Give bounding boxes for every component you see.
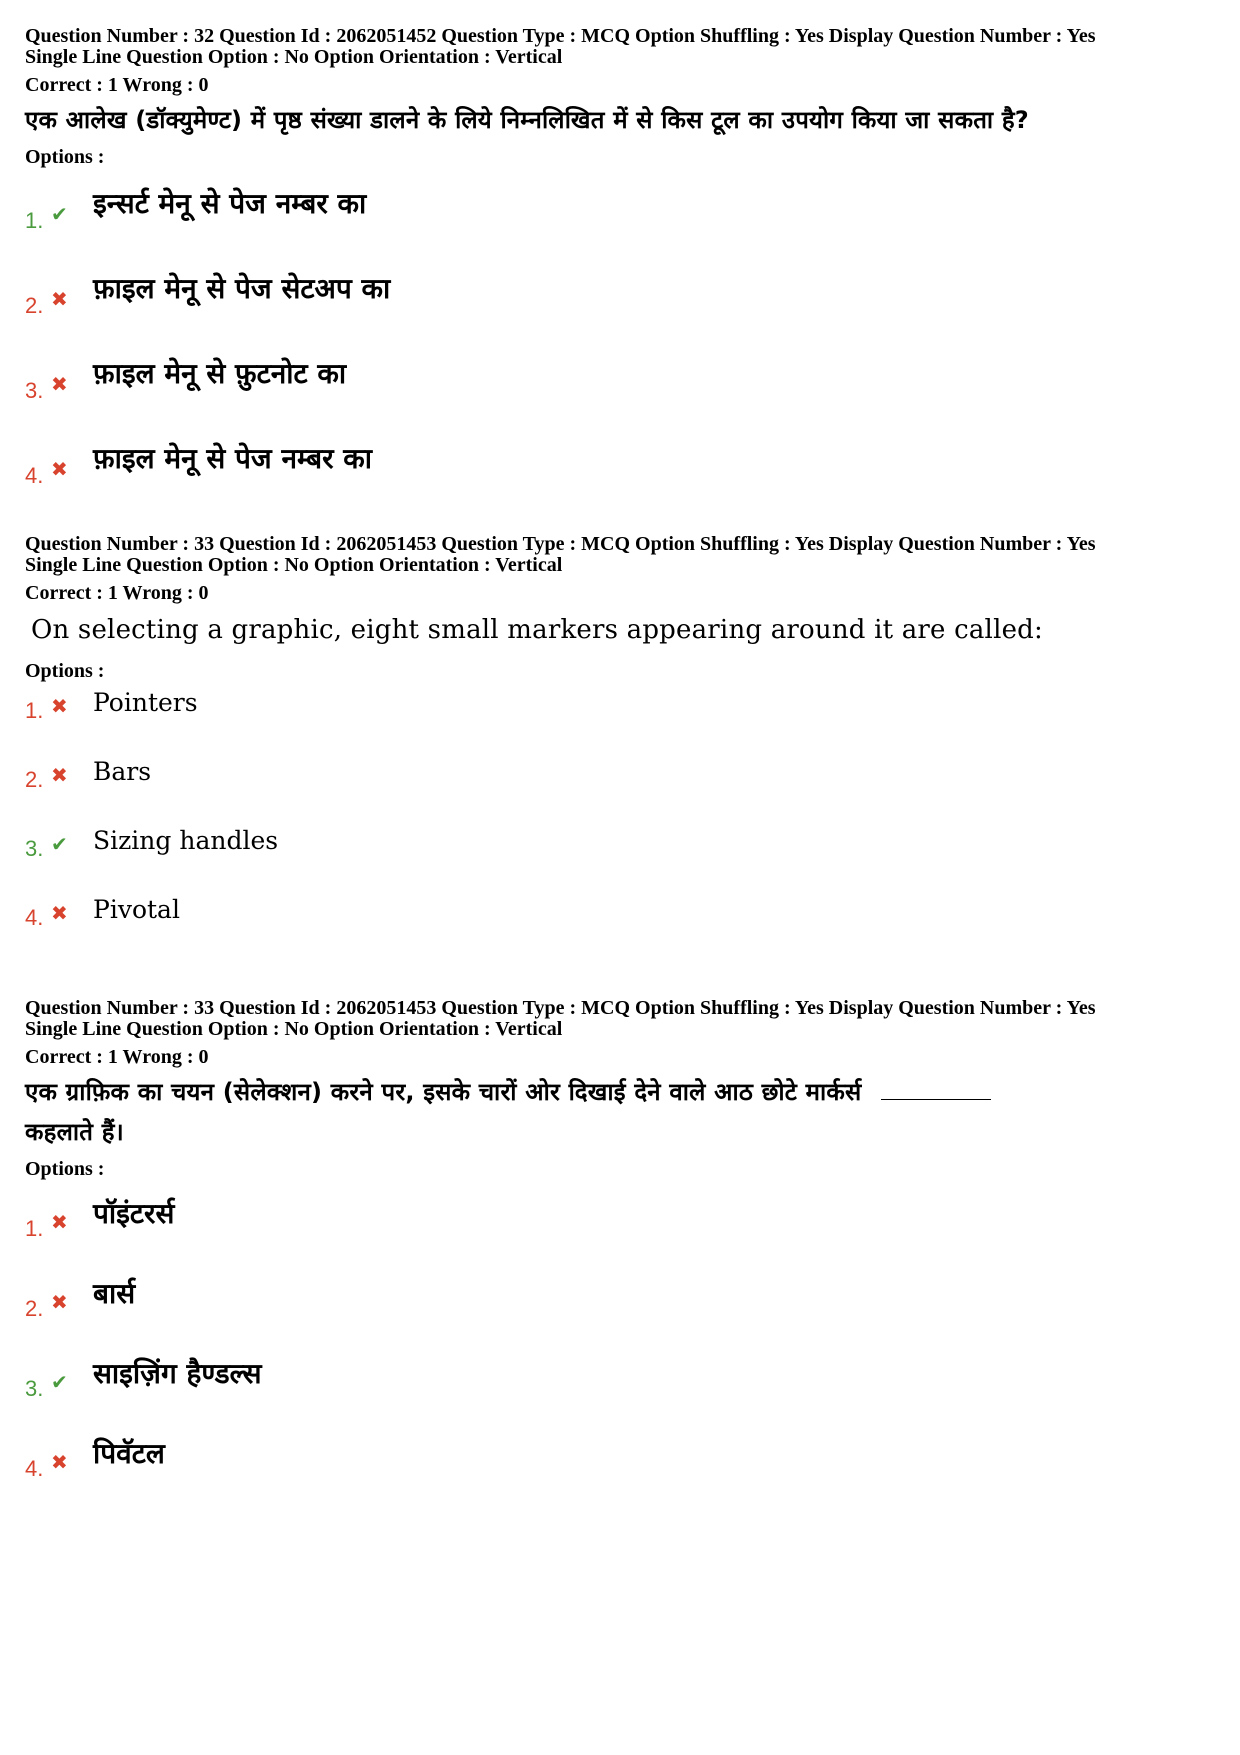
option-number: 1.	[25, 698, 44, 723]
answer-blank	[881, 1071, 991, 1100]
option-number: 2.	[25, 1296, 44, 1321]
marking-scheme: Correct : 1 Wrong : 0	[25, 582, 209, 604]
option-4	[25, 1434, 1225, 1514]
option-text: फ़ाइल मेनू से पेज नम्बर का	[93, 442, 373, 475]
cross-icon: ✖	[51, 694, 68, 718]
options-list	[25, 688, 1225, 964]
option-number: 1.	[25, 208, 44, 233]
question-text	[25, 1070, 1225, 1114]
options-list	[25, 1194, 1225, 1514]
option-3	[25, 826, 1225, 895]
check-icon: ✔	[51, 202, 68, 226]
question-text: On selecting a graphic, eight small markers appearing around it are called:	[31, 615, 1043, 645]
options-label: Options :	[25, 1158, 105, 1180]
cross-icon: ✖	[51, 372, 68, 396]
cross-icon: ✖	[51, 287, 68, 311]
option-text: फ़ाइल मेनू से फ़ुटनोट का	[93, 357, 347, 390]
option-text: पॉइंटरर्स	[93, 1197, 175, 1230]
option-text: Pointers	[93, 688, 198, 717]
option-text: Pivotal	[93, 895, 180, 924]
option-number: 4.	[25, 463, 44, 488]
check-icon: ✔	[51, 1370, 68, 1394]
option-number: 3.	[25, 1376, 44, 1401]
cross-icon: ✖	[51, 901, 68, 925]
option-number: 3.	[25, 836, 44, 861]
option-2	[25, 269, 1225, 354]
question-meta-line2: Single Line Question Option : No Option Orientation : Vertical	[25, 46, 563, 68]
option-number: 4.	[25, 905, 44, 930]
question-text-line1: एक ग्राफ़िक का चयन (सेलेक्शन) करने पर, इसके चारों ओर दिखाई देने वाले आठ छोटे मार्कर्स	[25, 1078, 862, 1106]
option-2	[25, 757, 1225, 826]
question-meta-line2: Single Line Question Option : No Option Orientation : Vertical	[25, 1018, 563, 1040]
question-text-line2: कहलाते हैं।	[25, 1118, 124, 1146]
option-text: बार्स	[93, 1277, 136, 1310]
cross-icon: ✖	[51, 1290, 68, 1314]
option-1	[25, 184, 1225, 269]
cross-icon: ✖	[51, 1450, 68, 1474]
options-list	[25, 184, 1225, 524]
question-33-hindi	[25, 998, 1225, 1514]
option-text: Sizing handles	[93, 826, 279, 855]
cross-icon: ✖	[51, 1210, 68, 1234]
document-page	[25, 26, 1225, 1514]
question-text: एक आलेख (डॉक्युमेण्ट) में पृष्ठ संख्या डालने के लिये निम्नलिखित में से किस टूल का उपयोग किया जा सकता है?	[25, 106, 1029, 134]
option-number: 2.	[25, 767, 44, 792]
option-text: पिवॅटल	[93, 1437, 165, 1470]
option-number: 1.	[25, 1216, 44, 1241]
options-label: Options :	[25, 146, 105, 168]
option-text: साइज़िंग हैण्डल्स	[93, 1357, 262, 1390]
question-meta-line2: Single Line Question Option : No Option Orientation : Vertical	[25, 554, 563, 576]
option-3	[25, 354, 1225, 439]
option-number: 3.	[25, 378, 44, 403]
question-32	[25, 26, 1225, 524]
option-1	[25, 1194, 1225, 1274]
cross-icon: ✖	[51, 763, 68, 787]
check-icon: ✔	[51, 832, 68, 856]
option-1	[25, 688, 1225, 757]
cross-icon: ✖	[51, 457, 68, 481]
question-33	[25, 534, 1225, 964]
option-2	[25, 1274, 1225, 1354]
question-meta: Question Number : 33 Question Id : 2062051453 Question Type : MCQ Option Shuffling : Yes Display Question Number : Yes	[25, 997, 1096, 1019]
question-meta: Question Number : 32 Question Id : 2062051452 Question Type : MCQ Option Shuffling : Yes Display Question Number : Yes	[25, 25, 1096, 47]
marking-scheme: Correct : 1 Wrong : 0	[25, 74, 209, 96]
option-4	[25, 895, 1225, 964]
question-meta: Question Number : 33 Question Id : 2062051453 Question Type : MCQ Option Shuffling : Yes Display Question Number : Yes	[25, 533, 1096, 555]
option-text: फ़ाइल मेनू से पेज सेटअप का	[93, 272, 391, 305]
option-text: Bars	[93, 757, 152, 786]
option-number: 4.	[25, 1456, 44, 1481]
options-label: Options :	[25, 660, 105, 682]
option-4	[25, 439, 1225, 524]
option-number: 2.	[25, 293, 44, 318]
marking-scheme: Correct : 1 Wrong : 0	[25, 1046, 209, 1068]
option-3	[25, 1354, 1225, 1434]
option-text: इन्सर्ट मेनू से पेज नम्बर का	[93, 187, 367, 220]
